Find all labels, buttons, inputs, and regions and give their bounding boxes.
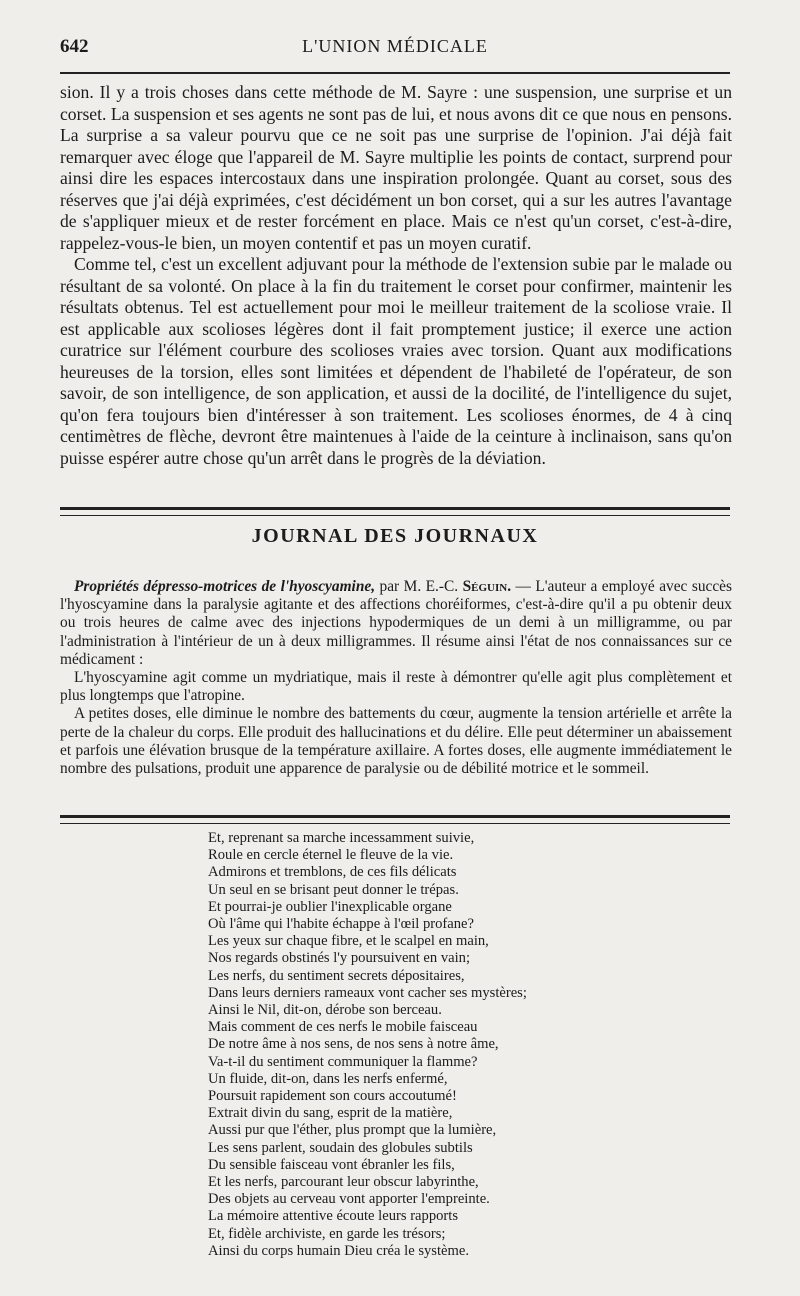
journal-article: [60, 578, 732, 778]
article-byline: par M. E.-C.: [375, 578, 463, 595]
poem-line: Un fluide, dit-on, dans les nerfs enfermé,: [208, 1070, 448, 1087]
main-paragraph-2: Comme tel, c'est un excellent adjuvant pour la méthode de l'extension subie par le malade ou résultant de sa volonté. On place à la fin du traitement le corset pour confirmer, maintenir les résultats obtenus. Tel est actuellement pour moi le meilleur traitement de la scoliose vraie. Il est applicable aux scolioses légères dont il fait promptement justice; il exerce une action curatrice sur l'élément courbure des scolioses vraies avec torsion. Quant aux modifications heureuses de la torsion, elles sont limitées et dépendent de l'habileté de l'opérateur, de son savoir, de son intelligence, de son application, et aussi de la docilité, de l'intelligence du sujet, qu'on fera toujours bien d'intéresser à son traitement. Les scolioses énormes, de 4 à cinq centimètres de flèche, devront être maintenues à l'aide de la ceinture à inclinaison, sans qu'on puisse espérer autre chose qu'un arrêt dans le progrès de la déviation.: [60, 254, 732, 468]
section-divider-bottom: [60, 815, 730, 824]
poem-line: Où l'âme qui l'habite échappe à l'œil profane?: [208, 916, 475, 933]
article-author: Séguin.: [462, 578, 512, 595]
section-title: JOURNAL DES JOURNAUX: [251, 525, 539, 547]
running-head: L'UNION MÉDICALE: [302, 36, 488, 56]
page-header: [60, 36, 730, 60]
poem-line: Du sensible faisceau vont ébranler les fils,: [208, 1156, 455, 1173]
journal-paragraph-1: [60, 578, 732, 669]
section-divider-top: [60, 507, 730, 516]
journal-paragraph-2: L'hyoscyamine agit comme un mydriatique, mais il reste à démontrer qu'elle agit plus complètement et plus longtemps que l'atropine.: [60, 669, 732, 705]
poem-line: Extrait divin du sang, esprit de la matière,: [208, 1105, 453, 1122]
poem-line: Aussi pur que l'éther, plus prompt que la lumière,: [208, 1122, 497, 1139]
poem-line: Poursuit rapidement son cours accoutumé!: [208, 1088, 457, 1105]
poem-line: Roule en cercle éternel le fleuve de la vie.: [208, 847, 454, 864]
poem-line: Admirons et tremblons, de ces fils délicats: [208, 864, 457, 881]
poem-line: Et pourrai-je oublier l'inexplicable organe: [208, 898, 452, 915]
header-rule: [60, 72, 730, 74]
poem-line: Les nerfs, du sentiment secrets dépositaires,: [208, 967, 465, 984]
poem-line: Et, fidèle archiviste, en garde les trésors;: [208, 1225, 446, 1242]
poem-line: Mais comment de ces nerfs le mobile faisceau: [208, 1019, 478, 1036]
poem-line: Et les nerfs, parcourant leur obscur labyrinthe,: [208, 1174, 479, 1191]
poem-line: Un seul en se brisant peut donner le trépas.: [208, 881, 459, 898]
poem-line: De notre âme à nos sens, de nos sens à notre âme,: [208, 1036, 499, 1053]
poem-line: La mémoire attentive écoute leurs rapports: [208, 1208, 459, 1225]
journal-paragraph-1-text: — L'auteur a employé avec succès l'hyoscyamine dans la paralysie agitante et des affections choréiformes, c'est-à-dire qu'il a pu obtenir deux ou trois heures de calme avec des injections hypodermiques de un demi à un milligramme, ou par l'administration à l'intérieur de un à deux milligrammes. Il résume ainsi l'état de nos connaissances sur ce médicament :: [60, 578, 733, 668]
journal-paragraph-3: A petites doses, elle diminue le nombre des battements du cœur, augmente la tension artérielle et arrête la perte de la chaleur du corps. Elle produit des hallucinations et du délire. Elle peut déterminer un abaissement et parfois une élévation brusque de la température axillaire. A fortes doses, elle augmente immédiatement le nombre des pulsations, produit une apparence de paralysie ou de débilité motrice et le sommeil.: [60, 705, 732, 778]
poem-line: Nos regards obstinés l'y poursuivent en vain;: [208, 950, 471, 967]
page-number: 642: [60, 36, 89, 57]
poem-line: Dans leurs derniers rameaux vont cacher ses mystères;: [208, 984, 527, 1001]
main-article-text: [60, 82, 732, 469]
poem-line: Et, reprenant sa marche incessamment suivie,: [208, 830, 475, 846]
poem-line: Les yeux sur chaque fibre, et le scalpel en main,: [208, 933, 489, 950]
poem-line: Les sens parlent, soudain des globules subtils: [208, 1139, 473, 1156]
article-title: Propriétés dépresso-motrices de l'hyoscyamine,: [74, 578, 376, 595]
poem: [208, 830, 628, 1260]
poem-line: Ainsi du corps humain Dieu créa le système.: [208, 1242, 469, 1259]
poem-line: Ainsi le Nil, dit-on, dérobe son berceau.: [208, 1002, 442, 1019]
poem-line: Des objets au cerveau vont apporter l'empreinte.: [208, 1191, 490, 1208]
main-paragraph-1: sion. Il y a trois choses dans cette méthode de M. Sayre : une suspension, une surprise et un corset. La suspension et ses agents ne sont pas de lui, et nous avons dit ce que nous en pensons. La surprise a sa valeur pourvu que ce ne soit pas une surprise de l'opinion. J'ai déjà fait remarquer avec éloge que l'appareil de M. Sayre multiplie les points de contact, surprend pour ainsi dire les espaces intercostaux dans une inspiration prolongée. Quant au corset, sous des réserves que j'ai déjà exprimées, c'est décidément un bon corset, qui a sur les autres l'avantage de s'appliquer mieux et de rester forcément en place. Mais ce n'est qu'un corset, c'est-à-dire, rappelez-vous-le bien, un moyen contentif et pas un moyen curatif.: [60, 82, 732, 253]
poem-line: Va-t-il du sentiment communiquer la flamme?: [208, 1053, 478, 1070]
